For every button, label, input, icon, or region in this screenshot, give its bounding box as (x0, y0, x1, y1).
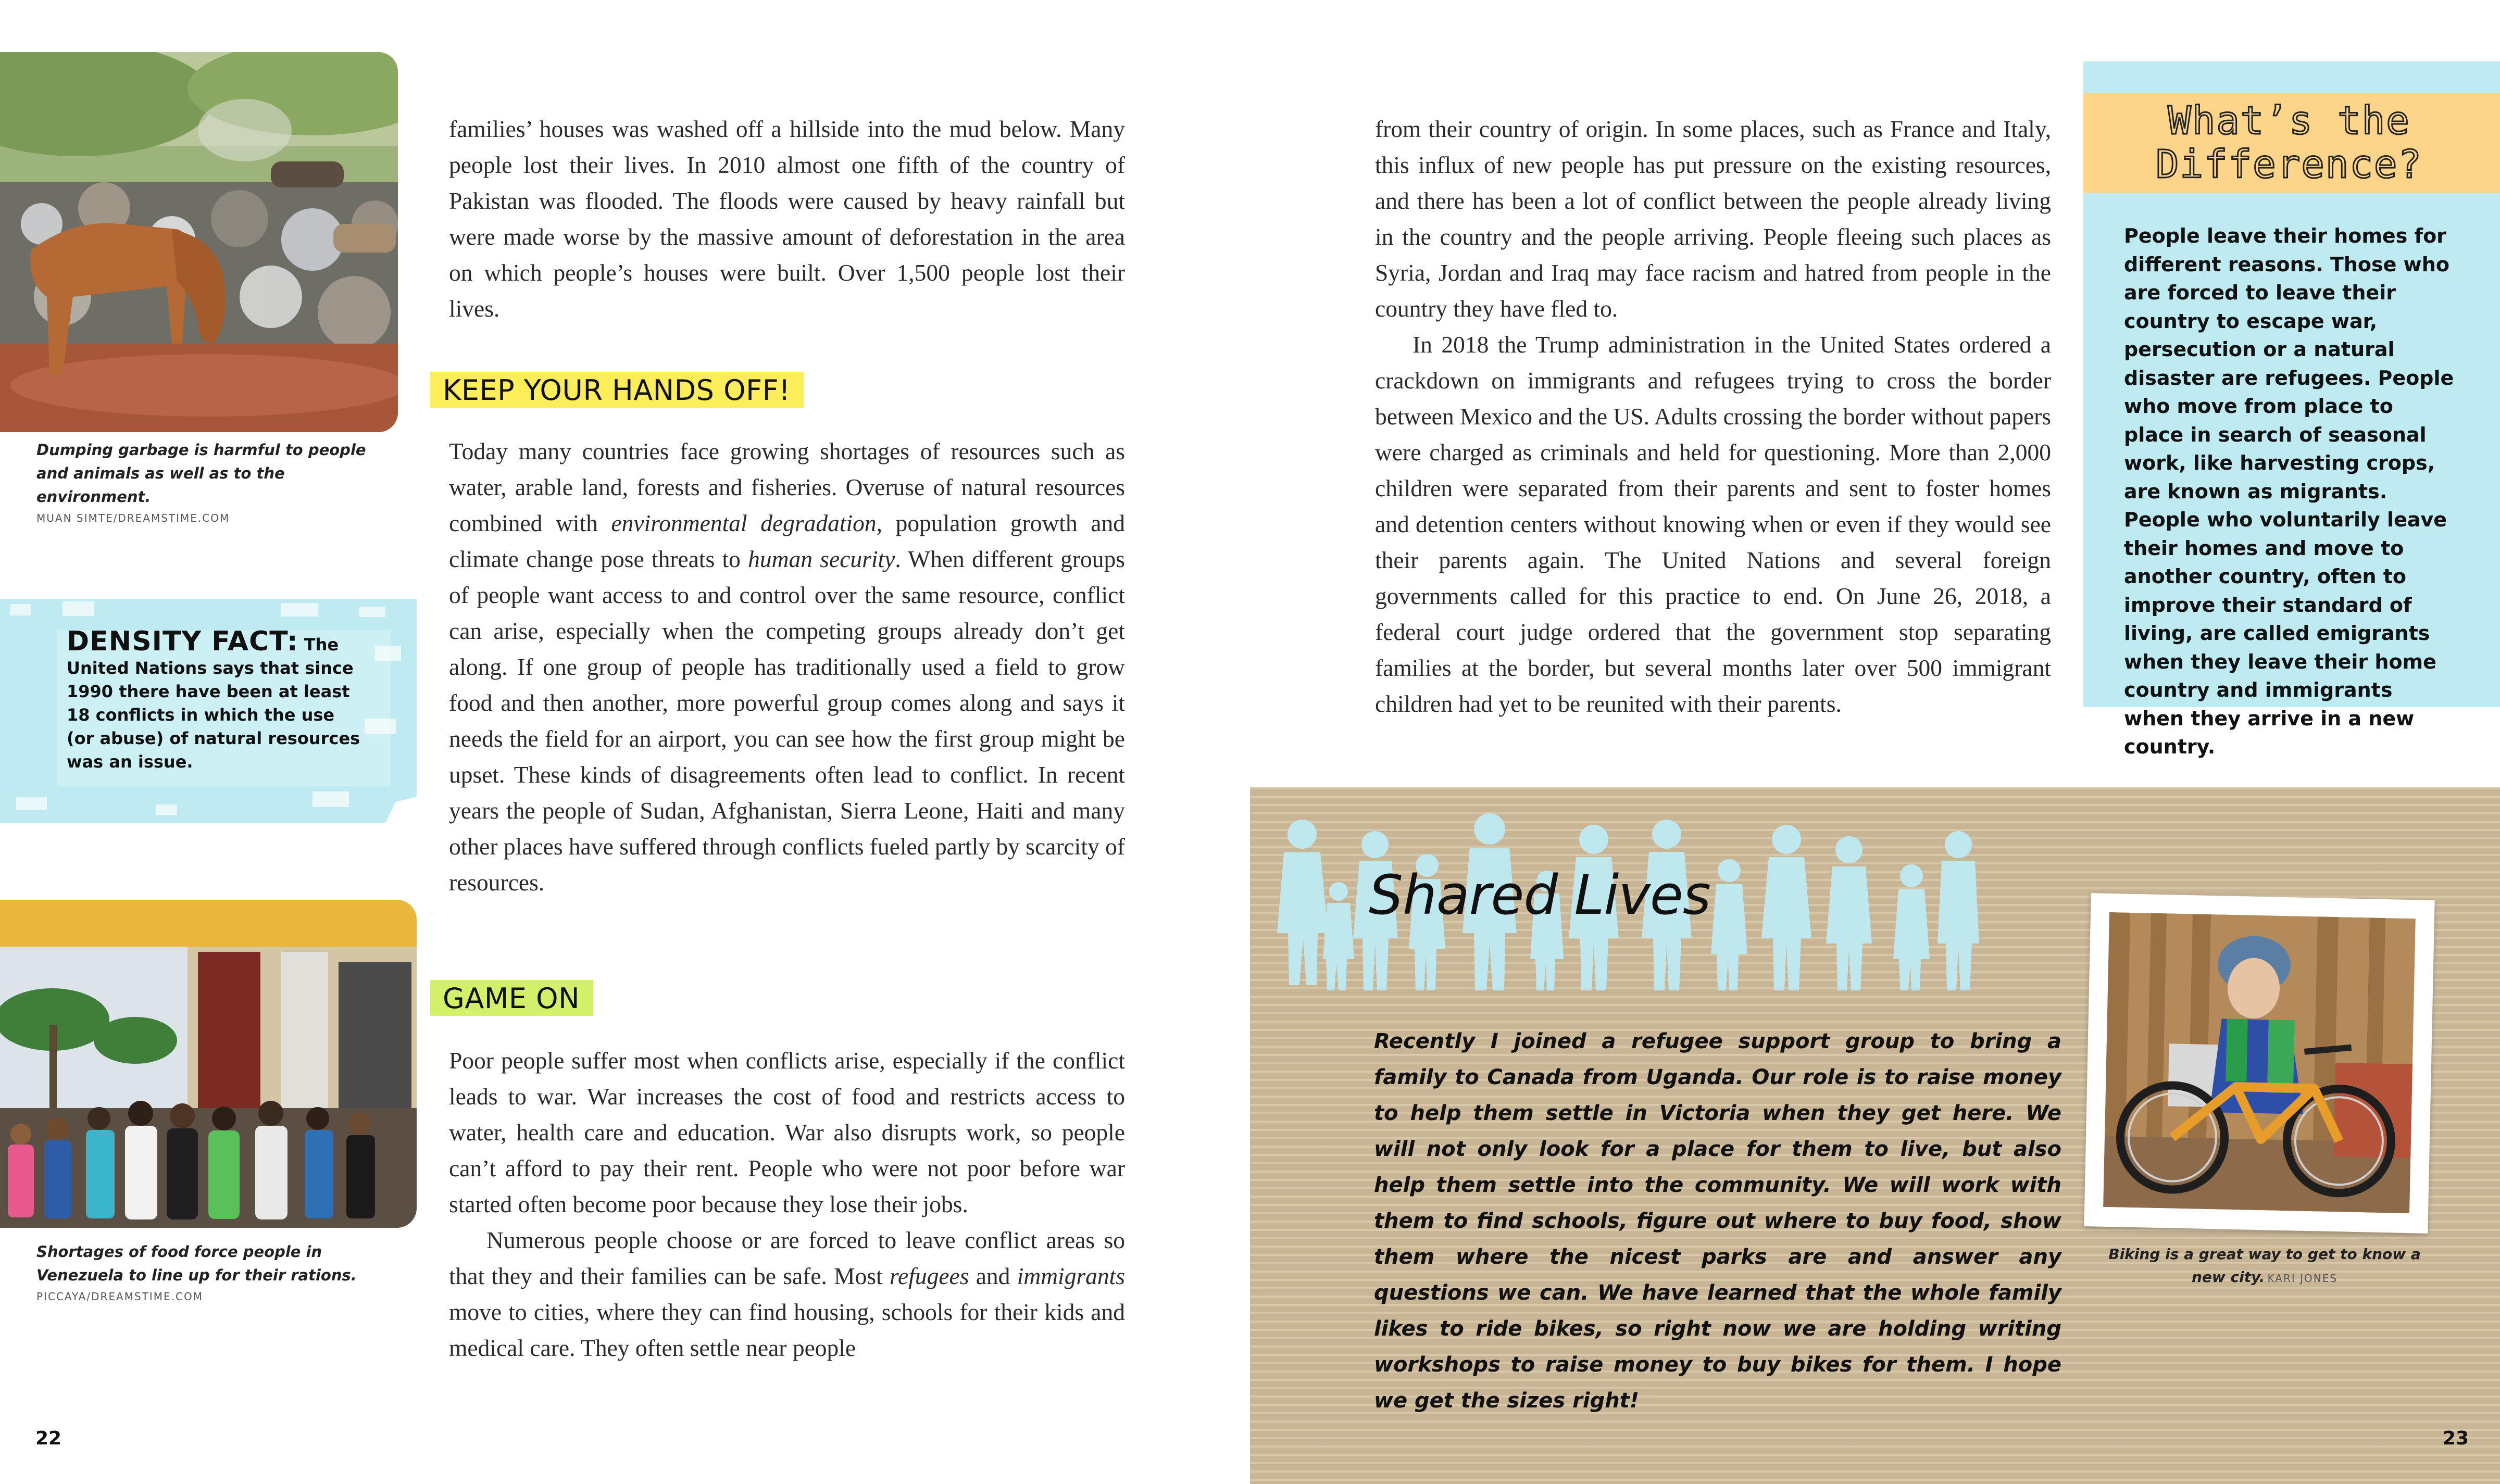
right-paragraph-1: from their country of origin. In some places, such as France and Italy, this influx of new people has put pressure on the existing resources, and there has been a lot of conflict between the people already living in the country and the people arriving. People fleeing such places as Syria, Jordan and Iraq may face racism and hatred from people in the country they have fled to. (1375, 116, 2051, 322)
photo1-credit: MUAN SIMTE/DREAMSTIME.COM (36, 512, 230, 524)
bike-photo-caption: Biking is a great way to get to know a new city. (2108, 1246, 2421, 1286)
sidebar-title-line1: What’s the (2168, 98, 2410, 143)
garbage-dump-photo (0, 52, 398, 432)
right-text-column (1375, 111, 2051, 722)
photo1-caption: Dumping garbage is harmful to people and animals as well as to the environment. (36, 441, 366, 506)
heading-game-on: GAME ON (430, 980, 593, 1016)
page-number-right: 23 (2443, 1428, 2469, 1449)
shared-lives-title: Shared Lives (1369, 863, 1711, 927)
shared-lives-text: Recently I joined a refugee support group to bring a family to Canada from Uganda. Our role is to raise money to help them settle in Victoria when they get here. We will not only look for a place for them to live, but also help them settle into the community. We will work with them to find schools, figure out where to buy food, show them where the nicest parks are and answer any questions we can. We have learned that the whole family likes to ride bikes, so right now we are holding writing workshops to raise money to buy bikes for them. I hope we get the sizes right! (1374, 1029, 2061, 1413)
garbage-dump-image (0, 52, 398, 432)
density-fact-text: The United Nations says that since 1990 there have been at least 18 conflicts in which the use (or abuse) of natural resources was an issue. (67, 635, 360, 772)
right-paragraph-2: In 2018 the Trump administration in the United States ordered a crackdown on immigrants and refugees trying to cross the border between Mexico and the US. Adults crossing the border without papers were charged as criminals and held for questioning. More than 2,000 children were separated from their parents and sent to foster homes and detention centers without knowing when or even if they would see their parents again. The United Nations and several foreign governments called for this practice to end. On June 26, 2018, a federal court judge ordered that the government stop separating families at the border, but several months later over 500 immigrant children had yet to be reunited with their parents. (1375, 331, 2051, 717)
photo2-credit: PICCAYA/DREAMSTIME.COM (36, 1290, 203, 1303)
food-queue-photo (0, 900, 417, 1228)
left-text-column-3 (449, 1042, 1125, 1366)
shared-lives-panel (1250, 787, 2500, 1484)
left-text-column-2 (449, 433, 1125, 900)
term-immigrants: immigrants (1017, 1263, 1126, 1289)
term-refugees: refugees (889, 1263, 969, 1289)
bike-photo-frame (2084, 893, 2434, 1234)
left-paragraph-2: Today many countries face growing shortages of resources such as water, arable land, forests and fisheries. Overuse of natural resources combined with environmental degradation, population growth and climate change pose threats to human security. When different groups of people want access to and control over the same resource, conflict can arise, especially when the competing groups already don’t get along. If one group of people has traditionally used a field to grow food and then another, more powerful group comes along and says it needs the field for an airport, you can see how the first group might be upset. These kinds of disagreements often lead to conflict. In recent years the people of Sudan, Afghanistan, Sierra Leone, Haiti and many other places have suffered through conflicts fueled partly by scarcity of resources. (449, 438, 1126, 896)
density-fact-box (0, 599, 417, 823)
density-fact-label: DENSITY FACT: (67, 626, 298, 657)
page-number-left: 22 (35, 1428, 62, 1449)
boy-with-bike-image (2103, 912, 2416, 1213)
heading-keep-your-hands-off: KEEP YOUR HANDS OFF! (430, 372, 804, 408)
sidebar-text: People leave their homes for different reasons. Those who are forced to leave their country to escape war, persecution or a natural disaster are refugees. People who move from place to place in search of seasonal work, like harvesting crops, are known as migrants. People who voluntarily leave their homes and move to another country, often to improve their standard of living, are called emigrants when they leave their home country and immigrants when they arrive in a new country. (2124, 224, 2454, 758)
food-queue-image (0, 900, 417, 1228)
term-environmental-degradation: environmental degradation (611, 510, 877, 536)
sidebar-title-line2: Difference? (2155, 142, 2423, 187)
whats-the-difference-sidebar (2083, 61, 2500, 758)
left-paragraph-3: Poor people suffer most when conflicts arise, especially if the conflict leads to war. War increases the cost of food and restricts access to water, health care and education. War also disrupts work, so people can’t afford to pay their rent. People who were not poor before war started often become poor because they lose their jobs. (449, 1047, 1125, 1217)
photo2-caption: Shortages of food force people in Venezuela to line up for their rations. (36, 1243, 357, 1284)
bike-photo-credit: KARI JONES (2267, 1272, 2338, 1285)
left-paragraph-4: Numerous people choose or are forced to leave conflict areas so that they and their families can be safe. Most refugees and immigrants move to cities, where they can find housing, schools for their kids and medical care. They often settle near people (449, 1227, 1126, 1361)
left-text-column (449, 111, 1125, 326)
left-paragraph-1: families’ houses was washed off a hillside into the mud below. Many people lost their lives. In 2010 almost one fifth of the country of Pakistan was flooded. The floods were caused by heavy rainfall but were made worse by the massive amount of deforestation in the area on which people’s houses were built. Over 1,500 people lost their lives. (449, 116, 1125, 322)
term-human-security: human security (748, 546, 895, 572)
